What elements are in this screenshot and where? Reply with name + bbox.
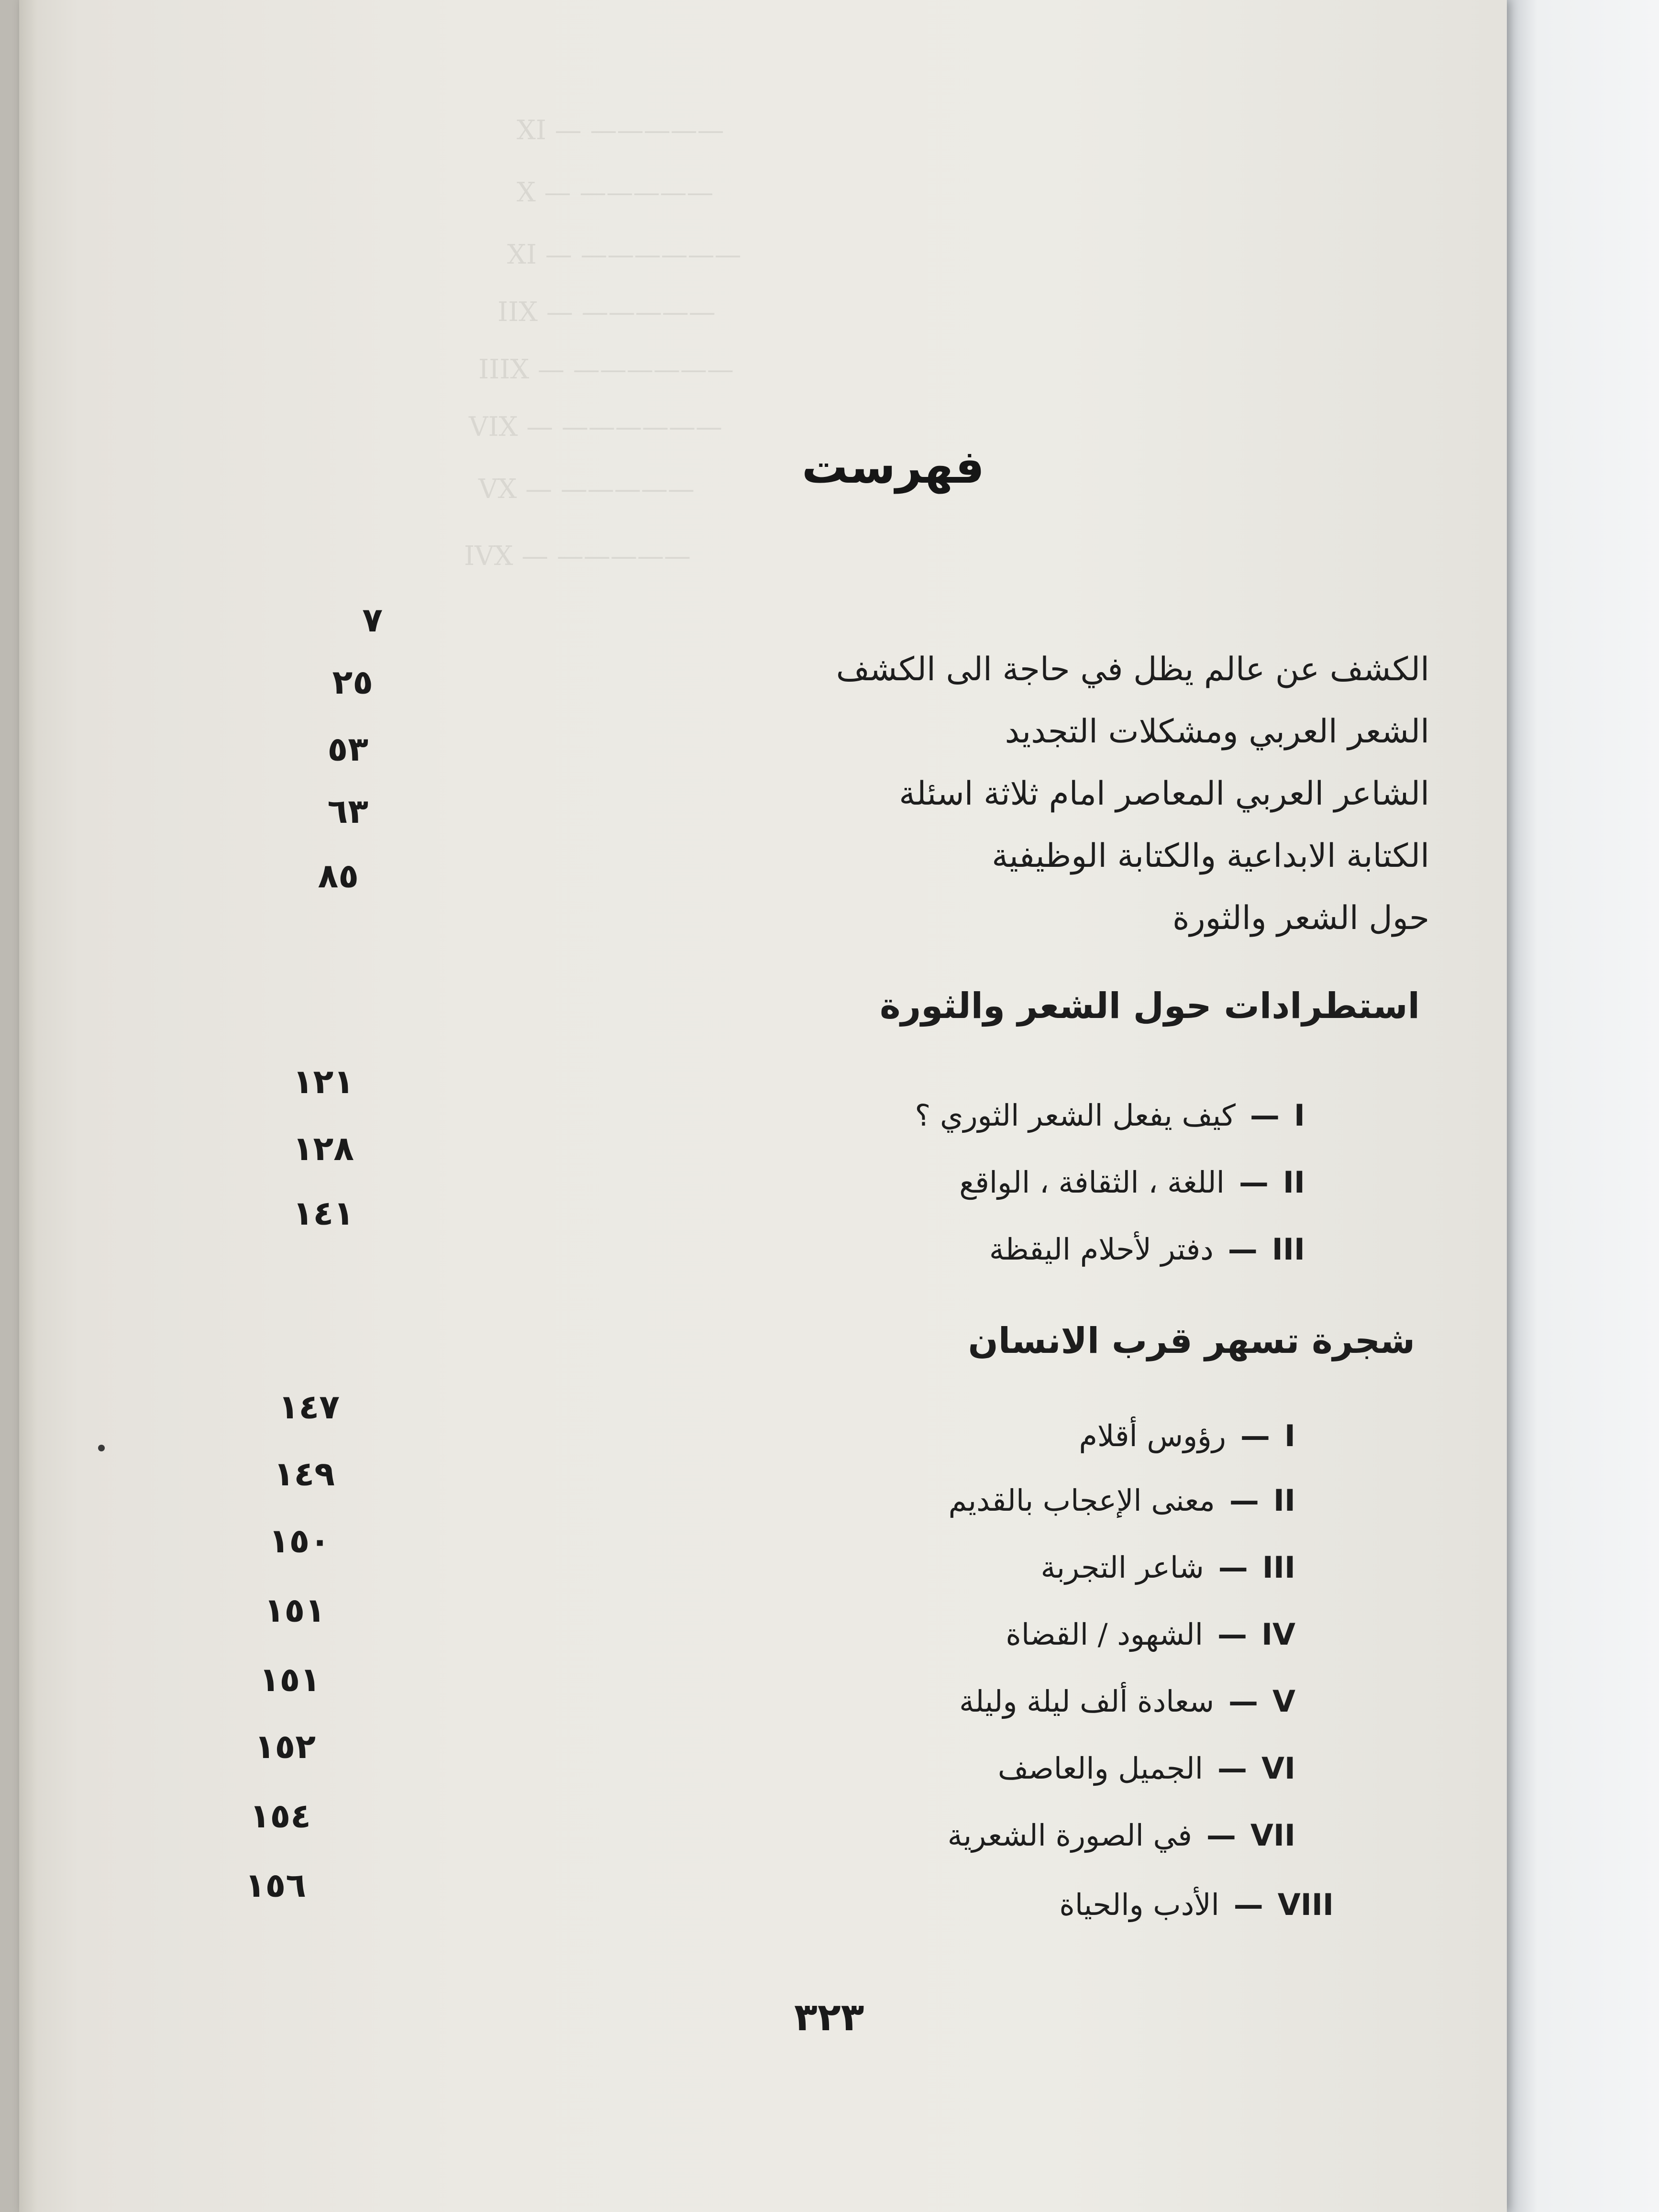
roman-numeral: VII <box>1250 1818 1295 1853</box>
subentry-title: كيف يفعل الشعر الثوري ؟ <box>915 1098 1236 1133</box>
roman-numeral: I <box>1294 1098 1305 1133</box>
roman-numeral: VI <box>1261 1751 1295 1786</box>
toc-entry-page: ١٥٤ <box>249 1796 311 1836</box>
toc-entry-page: ٥٣ <box>327 730 368 769</box>
page-gutter <box>19 0 38 2212</box>
page-number: ٣٢٣ <box>794 1995 864 2039</box>
subentry-title: سعادة ألف ليلة وليلة <box>959 1684 1215 1719</box>
toc-entry-title: الكشف عن عالم يظل في حاجة الى الكشف <box>836 651 1429 688</box>
subentry-title: رؤوس أقلام <box>1079 1418 1226 1453</box>
toc-entry-title: الشعر العربي ومشكلات التجديد <box>1005 713 1429 751</box>
dash: — <box>1228 1232 1258 1267</box>
toc-subentry <box>948 1818 1295 1853</box>
toc-entry-page: ١٥٢ <box>254 1727 316 1766</box>
roman-numeral: I <box>1284 1418 1295 1453</box>
toc-entry-title: الشاعر العربي المعاصر امام ثلاثة اسئلة <box>899 775 1429 813</box>
toc-subentry <box>959 1165 1305 1200</box>
toc-subentry <box>1079 1418 1295 1453</box>
toc-subentry <box>998 1751 1295 1786</box>
speck <box>98 1445 105 1451</box>
toc-entry-page: ١٤٧ <box>278 1387 340 1427</box>
toc-subentry <box>989 1232 1305 1267</box>
toc-entry-page: ١٤٩ <box>273 1454 335 1493</box>
page-title: فهرست <box>802 440 984 494</box>
subentry-title: في الصورة الشعرية <box>947 1818 1192 1853</box>
toc-entry-page: ١٥٦ <box>244 1866 306 1905</box>
toc-entry-page: ١٥١ <box>264 1591 325 1630</box>
dash: — <box>1233 1887 1263 1922</box>
roman-numeral: IV <box>1261 1617 1295 1652</box>
toc-subentry <box>1040 1550 1295 1585</box>
toc-entry-page: ١٢١ <box>292 1062 354 1101</box>
subentry-title: الشهود / القضاة <box>1006 1617 1203 1652</box>
toc-entry-page: ١٤١ <box>292 1194 354 1233</box>
toc-entry-page: ١٥٠ <box>268 1521 330 1560</box>
dash: — <box>1218 1550 1248 1585</box>
subentry-title: الأدب والحياة <box>1059 1887 1219 1922</box>
toc-entry-title: الكتابة الابداعية والكتابة الوظيفية <box>992 837 1429 875</box>
subentry-title: اللغة ، الثقافة ، الواقع <box>959 1165 1225 1200</box>
toc-entry-page: ٧ <box>362 600 383 640</box>
dash: — <box>1229 1483 1259 1518</box>
dash: — <box>1217 1751 1247 1786</box>
roman-numeral: II <box>1273 1483 1295 1518</box>
roman-numeral: II <box>1283 1165 1305 1200</box>
roman-numeral: V <box>1272 1684 1295 1719</box>
subentry-title: شاعر التجربة <box>1040 1550 1204 1585</box>
roman-numeral: III <box>1272 1232 1305 1267</box>
toc-entry-page: ٦٣ <box>327 792 368 831</box>
dash: — <box>1239 1165 1269 1200</box>
dash: — <box>1217 1617 1247 1652</box>
roman-numeral: VIII <box>1277 1887 1334 1922</box>
facing-page <box>1507 0 1659 2212</box>
subentry-title: معنى الإعجاب بالقديم <box>948 1483 1215 1518</box>
toc-subentry <box>915 1098 1305 1133</box>
subentry-title: الجميل والعاصف <box>997 1751 1203 1786</box>
dash: — <box>1250 1098 1280 1133</box>
toc-entry-page: ١٥١ <box>259 1660 321 1699</box>
dash: — <box>1206 1818 1236 1853</box>
toc-entry-page: ١٢٨ <box>292 1129 354 1168</box>
subentry-title: دفتر لأحلام اليقظة <box>989 1232 1214 1267</box>
toc-subentry <box>959 1684 1295 1719</box>
dash: — <box>1240 1418 1270 1453</box>
roman-numeral: III <box>1262 1550 1295 1585</box>
toc-entry-page: ٨٥ <box>318 856 359 896</box>
section-heading: استطرادات حول الشعر والثورة <box>879 985 1420 1027</box>
dash: — <box>1228 1684 1259 1719</box>
toc-entry-page: ٢٥ <box>332 663 373 702</box>
toc-subentry <box>1059 1887 1334 1922</box>
toc-entry-title: حول الشعر والثورة <box>1172 899 1429 937</box>
toc-subentry <box>949 1483 1295 1518</box>
section-heading: شجرة تسهر قرب الانسان <box>968 1320 1415 1361</box>
toc-subentry <box>1006 1617 1295 1652</box>
